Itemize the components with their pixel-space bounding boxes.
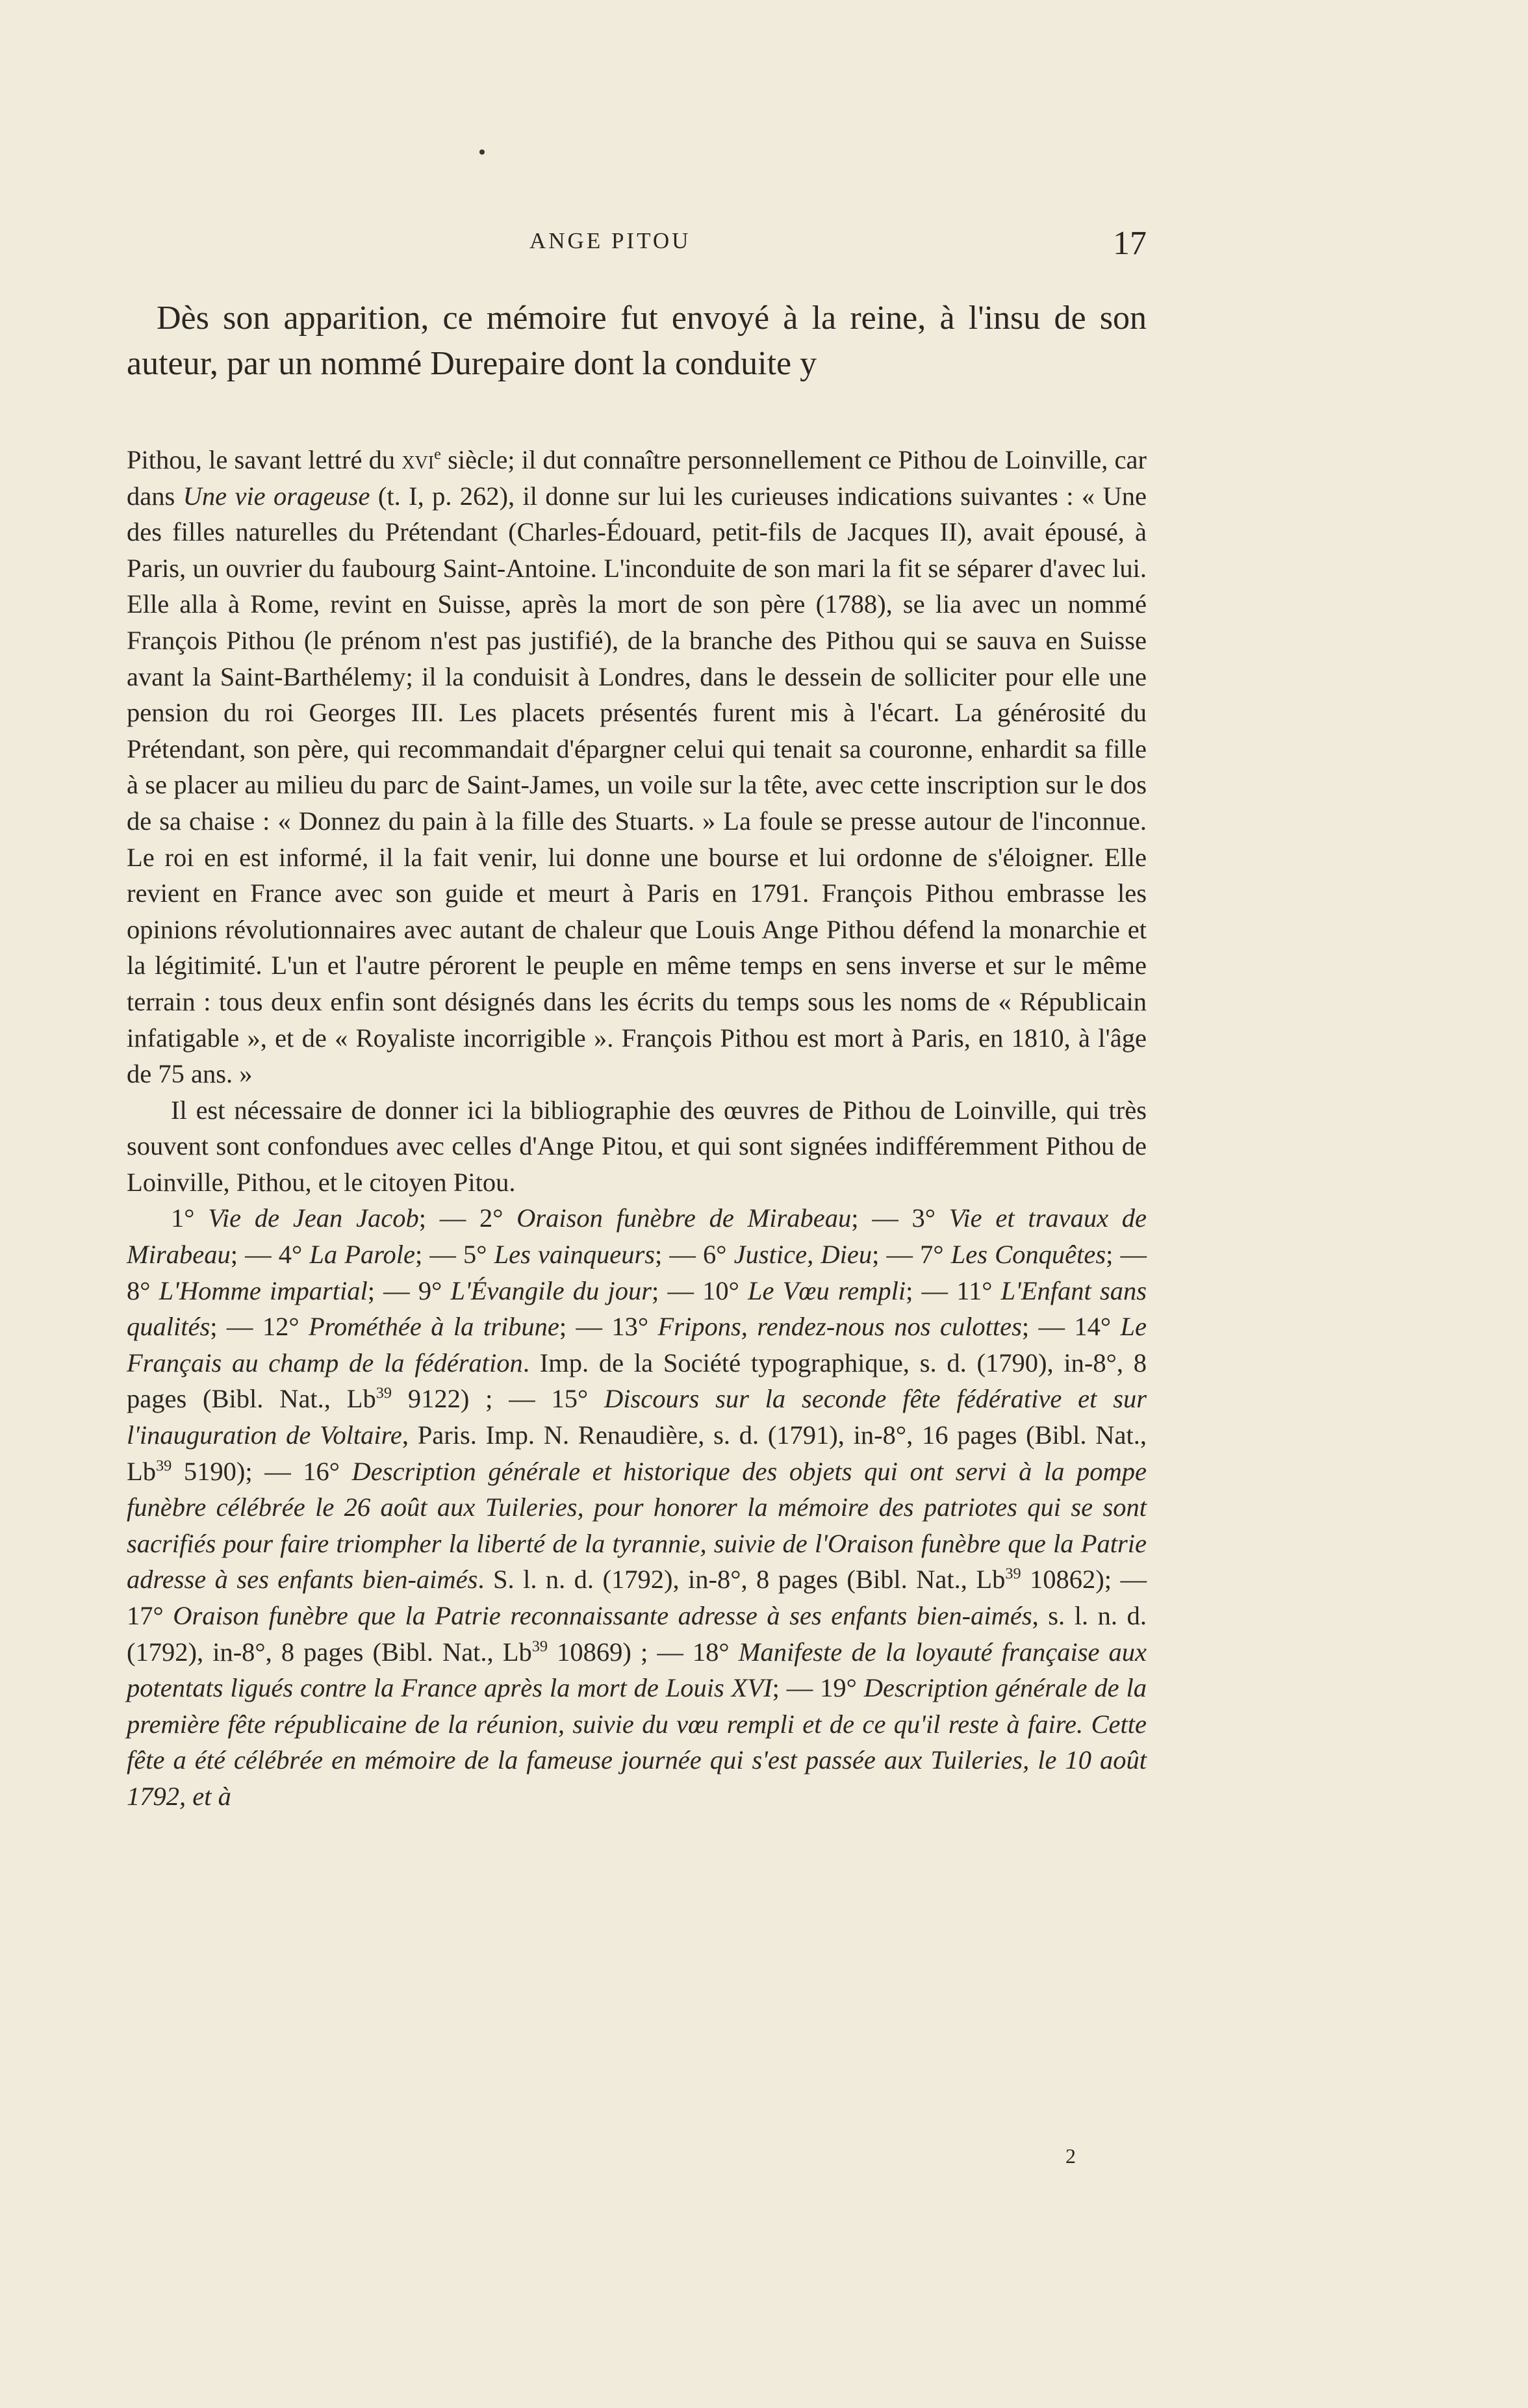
text-run: e [434, 445, 441, 463]
text-run: . Imp. de la Société typographique, s. d. (1790), in-8°, 8 pages (Bibl. Nat., Lb [127, 1348, 1147, 1414]
text-run: , Paris. Imp. N. Renaudière, s. d. (1791), in-8°, 16 pages (Bibl. Nat., Lb [127, 1420, 1147, 1486]
text-run: 39 [531, 1637, 548, 1656]
running-title: ANGE PITOU [529, 228, 691, 253]
text-run: Une vie orageuse [183, 481, 370, 511]
text-run: La Parole [309, 1240, 415, 1270]
text-run: Les Conquêtes [950, 1240, 1106, 1270]
text-run: ; — 8° [127, 1240, 1147, 1305]
text-run: Discours sur la seconde fête fédérative et sur l'inauguration de Voltaire [127, 1384, 1147, 1450]
text-run: 39 [1005, 1565, 1021, 1583]
text-run: 1° [171, 1203, 209, 1233]
text-run: Il est nécessaire de donner ici la bibliographie des œuvres de Pithou de Loinville, qui très souvent sont confondues avec celles d'Ange Pitou, et qui sont signées indifféremment Pithou de Loinville, Pithou, et le citoyen Pitou. [127, 1095, 1147, 1197]
text-run: 39 [156, 1457, 172, 1475]
text-run: ; — 4° [230, 1240, 310, 1270]
text-run: ; — 14° [1021, 1312, 1121, 1342]
text-run: Oraison funèbre de Mirabeau [516, 1203, 852, 1233]
signature-mark: 2 [1065, 2144, 1076, 2168]
text-run: Pithou, le savant lettré du [127, 445, 402, 474]
text-run: ; — 11° [906, 1275, 1001, 1305]
text-run: Description générale de la première fête républicaine de la réunion, suivie du vœu rempli et de ce qu'il reste à faire. Cette fête a été célébrée en mémoire de la fameuse journée qui s'est passée aux Tuileries, le 10 août 1792, et à [127, 1673, 1147, 1811]
main-text: Dès son apparition, ce mémoire fut envoyé à la reine, à l'insu de son auteur, par un nommé Durepaire dont la conduite y [127, 300, 1147, 382]
text-run: . S. l. n. d. (1792), in-8°, 8 pages (Bibl. Nat., Lb [478, 1565, 1006, 1595]
text-run: 10869) ; — 18° [548, 1637, 739, 1667]
text-run: , s. l. n. d. (1792), in-8°, 8 pages (Bibl. Nat., Lb [127, 1601, 1147, 1667]
text-run: Description générale et historique des objets qui ont servi à la pompe funèbre célébrée le 26 août aux Tuileries, pour honorer la mémoire des patriotes qui se sont sacrifiés pour faire triompher la liberté de la tyrannie, suivie de l'Oraison funèbre que la Patrie adresse à ses enfants bien-aimés [127, 1456, 1147, 1595]
text-run: Le Vœu rempli [748, 1275, 906, 1305]
text-run: xvi [401, 445, 435, 474]
text-run: ; — 13° [559, 1312, 658, 1342]
text-run: Vie et travaux de Mirabeau [127, 1203, 1147, 1270]
footnote-paragraph-2 [127, 1092, 1147, 1201]
text-run: ; — 19° [772, 1673, 864, 1703]
text-run: 9122) ; — 15° [392, 1384, 604, 1414]
text-run: (t. I, p. 262), il donne sur lui les curieuses indications suivantes : « Une des filles naturelles du Prétendant (Charles-Édouard, petit-fils de Jacques II), avait épousé, à Paris, un ouvrier du faubourg Saint-Antoine. L'inconduite de son mari la fit se séparer d'avec lui. Elle alla à Rome, revint en Suisse, après la mort de son père (1788), se lia avec un nommé François Pithou (le prénom n'est pas justifié), de la branche des Pithou qui se sauva en Suisse avant la Saint-Barthélemy; il la conduisit à Londres, dans le dessein de solliciter pour elle une pension du roi Georges III. Les placets présentés furent mis à l'écart. La générosité du Prétendant, son père, qui recommandait d'épargner celui qui tenait sa couronne, enhardit sa fille à se placer au milieu du parc de Saint-James, un voile sur la tête, avec cette inscription sur le dos de sa chaise : « Donnez du pain à la fille des Stuarts. » La foule se presse autour de l'inconnue. Le roi en est informé, il la fait venir, lui donne une bourse et lui ordonne de s'éloigner. Elle revient en France avec son guide et meurt à Paris en 1791. François Pithou embrasse les opinions révolutionnaires avec autant de chaleur que Louis Ange Pithou défend la monarchie et la légitimité. L'un et l'autre pérorent le peuple en même temps en sens inverse et sur le même terrain : tous deux enfin sont désignés dans les écrits du temps sous les noms de « Républicain infatigable », et de « Royaliste incorrigible ». François Pithou est mort à Paris, en 1810, à l'âge de 75 ans. » [127, 481, 1147, 1089]
text-run: ; — 12° [210, 1312, 309, 1342]
text-run: Les vainqueurs [494, 1240, 656, 1270]
text-run: ; — 7° [872, 1240, 951, 1270]
text-run: ; — 5° [415, 1240, 494, 1270]
page-number: 17 [1113, 225, 1147, 262]
text-run: Prométhée à la tribune [308, 1312, 559, 1342]
footnote-paragraph-1 [127, 442, 1147, 1092]
text-run: Manifeste de la loyauté française aux potentats ligués contre la France après la mort de Louis XVI [127, 1637, 1147, 1703]
text-run: ; — 2° [418, 1203, 517, 1233]
footnotes [127, 442, 1147, 1815]
bibliography-list [127, 1200, 1147, 1814]
text-run: ; — 10° [652, 1275, 748, 1305]
text-run: 5190); — 16° [172, 1456, 352, 1486]
text-run: 39 [376, 1384, 392, 1402]
text-run: siècle; il dut connaître personnellement ce Pithou de Loinville, car dans [127, 445, 1147, 511]
ornament-dot [479, 149, 485, 155]
text-run: ; — 9° [367, 1275, 451, 1305]
page-header [127, 224, 1147, 263]
text-run: Vie de Jean Jacob [208, 1203, 419, 1233]
text-run: L'Homme impartial [159, 1275, 368, 1305]
text-run: Fripons, rendez-nous nos culottes [657, 1312, 1022, 1342]
text-run: 10862); — 17° [127, 1565, 1147, 1630]
text-run: L'Enfant sans qualités [127, 1275, 1147, 1342]
text-run: Justice, Dieu [733, 1240, 872, 1270]
text-run: Le Français au champ de la fédération [127, 1312, 1147, 1377]
text-run: ; — 6° [655, 1240, 734, 1270]
text-run: L'Évangile du jour [450, 1275, 652, 1305]
text-run: Oraison funèbre que la Patrie reconnaissante adresse à ses enfants bien-aimés [173, 1601, 1032, 1630]
text-run: ; — 3° [851, 1203, 949, 1233]
